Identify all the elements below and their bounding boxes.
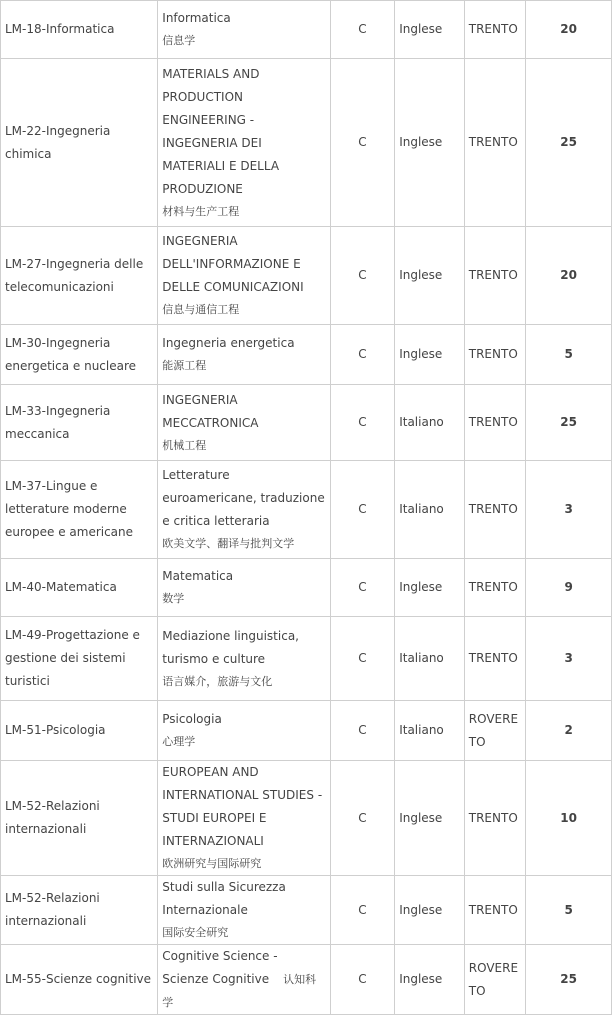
- course-type-cell: C: [330, 761, 395, 876]
- language-cell: Italiano: [395, 617, 465, 701]
- program-name-chinese: 国际安全研究: [162, 926, 229, 939]
- course-code-cell: LM-30-Ingegneria energetica e nucleare: [1, 325, 158, 385]
- seats-cell: 20: [526, 227, 612, 325]
- table-row: [1, 617, 612, 701]
- course-type-cell: C: [330, 59, 395, 227]
- language-cell: Italiano: [395, 461, 465, 559]
- course-type-cell: C: [330, 385, 395, 461]
- table-row: [1, 945, 612, 1015]
- language-cell: Inglese: [395, 559, 465, 617]
- program-name-chinese: 信息与通信工程: [162, 303, 240, 316]
- program-name-chinese: 材料与生产工程: [162, 204, 240, 218]
- seats-cell: 3: [526, 461, 612, 559]
- course-code-cell: LM-51-Psicologia: [1, 701, 158, 761]
- program-name-chinese: 欧美文学、翻译与批判文学: [162, 537, 295, 550]
- program-name-italian: Matematica: [162, 569, 234, 583]
- city-cell: TRENTO: [464, 325, 526, 385]
- language-cell: Inglese: [395, 1, 465, 59]
- program-name-italian: Letterature euroamericane, traduzione e critica letteraria: [162, 468, 325, 528]
- program-name-cell: [158, 325, 330, 385]
- table-row: [1, 761, 612, 876]
- table-row: [1, 227, 612, 325]
- seats-cell: 9: [526, 559, 612, 617]
- program-name-italian: Studi sulla Sicurezza Internazionale: [162, 880, 286, 917]
- program-name-cell: [158, 1, 330, 59]
- table-row: [1, 461, 612, 559]
- course-type-cell: C: [330, 617, 395, 701]
- course-code-cell: LM-37-Lingue e letterature moderne europee e americane: [1, 461, 158, 559]
- program-name-cell: [158, 385, 330, 461]
- course-code-cell: LM-52-Relazioni internazionali: [1, 761, 158, 876]
- seats-cell: 3: [526, 617, 612, 701]
- table-row: [1, 59, 612, 227]
- seats-cell: 25: [526, 59, 612, 227]
- program-name-chinese: 欧洲研究与国际研究: [162, 857, 262, 870]
- seats-cell: 2: [526, 701, 612, 761]
- seats-cell: 25: [526, 385, 612, 461]
- course-type-cell: C: [330, 325, 395, 385]
- city-cell: TRENTO: [464, 559, 526, 617]
- program-name-chinese: 认知科学: [162, 973, 317, 1009]
- program-name-italian: INGEGNERIA DELL'INFORMAZIONE E DELLE COMUNICAZIONI: [162, 234, 304, 294]
- city-cell: TRENTO: [464, 59, 526, 227]
- program-name-cell: [158, 559, 330, 617]
- programs-table-body: [1, 1, 612, 1015]
- program-name-italian: Cognitive Science - Scienze Cognitive: [162, 949, 278, 986]
- language-cell: Italiano: [395, 385, 465, 461]
- city-cell: TRENTO: [464, 385, 526, 461]
- program-name-italian: EUROPEAN AND INTERNATIONAL STUDIES - STUDI EUROPEI E INTERNAZIONALI: [162, 765, 323, 848]
- language-cell: Inglese: [395, 876, 465, 945]
- course-code-cell: LM-22-Ingegneria chimica: [1, 59, 158, 227]
- program-name-chinese: 语言媒介，旅游与文化: [162, 674, 273, 688]
- program-name-cell: [158, 701, 330, 761]
- course-code-cell: LM-52-Relazioni internazionali: [1, 876, 158, 945]
- table-row: [1, 876, 612, 945]
- program-name-italian: Mediazione linguistica, turismo e culture: [162, 628, 299, 666]
- program-name-chinese: 能源工程: [162, 359, 207, 372]
- seats-cell: 20: [526, 1, 612, 59]
- program-name-cell: [158, 227, 330, 325]
- program-name-cell: [158, 461, 330, 559]
- program-name-cell: [158, 617, 330, 701]
- table-row: [1, 325, 612, 385]
- table-row: [1, 701, 612, 761]
- seats-cell: 10: [526, 761, 612, 876]
- program-name-cell: [158, 761, 330, 876]
- city-cell: TRENTO: [464, 227, 526, 325]
- course-code-cell: LM-18-Informatica: [1, 1, 158, 59]
- course-type-cell: C: [330, 876, 395, 945]
- city-cell: TRENTO: [464, 876, 526, 945]
- program-name-cell: [158, 876, 330, 945]
- city-cell: TRENTO: [464, 461, 526, 559]
- program-name-italian: Psicologia: [162, 712, 222, 726]
- language-cell: Inglese: [395, 945, 465, 1015]
- course-code-cell: LM-55-Scienze cognitive: [1, 945, 158, 1015]
- seats-cell: 5: [526, 876, 612, 945]
- language-cell: Inglese: [395, 761, 465, 876]
- course-type-cell: C: [330, 227, 395, 325]
- course-type-cell: C: [330, 701, 395, 761]
- seats-cell: 5: [526, 325, 612, 385]
- program-name-chinese: 数学: [162, 592, 185, 605]
- course-code-cell: LM-40-Matematica: [1, 559, 158, 617]
- program-name-cell: [158, 945, 330, 1015]
- program-name-cell: [158, 59, 330, 227]
- city-cell: TRENTO: [464, 761, 526, 876]
- program-name-italian: Informatica: [162, 11, 231, 25]
- program-name-chinese: 机械工程: [162, 438, 207, 452]
- course-type-cell: C: [330, 945, 395, 1015]
- table-row: [1, 385, 612, 461]
- course-code-cell: LM-33-Ingegneria meccanica: [1, 385, 158, 461]
- program-name-italian: Ingegneria energetica: [162, 336, 295, 350]
- city-cell: TRENTO: [464, 617, 526, 701]
- city-cell: ROVERETO: [464, 945, 526, 1015]
- program-name-chinese: 心理学: [162, 735, 196, 748]
- city-cell: ROVERETO: [464, 701, 526, 761]
- table-row: [1, 559, 612, 617]
- language-cell: Inglese: [395, 227, 465, 325]
- course-type-cell: C: [330, 559, 395, 617]
- course-code-cell: LM-49-Progettazione e gestione dei sistemi turistici: [1, 617, 158, 701]
- language-cell: Italiano: [395, 701, 465, 761]
- language-cell: Inglese: [395, 59, 465, 227]
- program-name-italian: MATERIALS AND PRODUCTION ENGINEERING - INGEGNERIA DEI MATERIALI E DELLA PRODUZIONE: [162, 66, 280, 196]
- program-name-chinese: 信息学: [162, 34, 196, 47]
- course-code-cell: LM-27-Ingegneria delle telecomunicazioni: [1, 227, 158, 325]
- city-cell: TRENTO: [464, 1, 526, 59]
- course-type-cell: C: [330, 1, 395, 59]
- table-row: [1, 1, 612, 59]
- course-type-cell: C: [330, 461, 395, 559]
- seats-cell: 25: [526, 945, 612, 1015]
- program-name-italian: INGEGNERIA MECCATRONICA: [162, 392, 259, 430]
- language-cell: Inglese: [395, 325, 465, 385]
